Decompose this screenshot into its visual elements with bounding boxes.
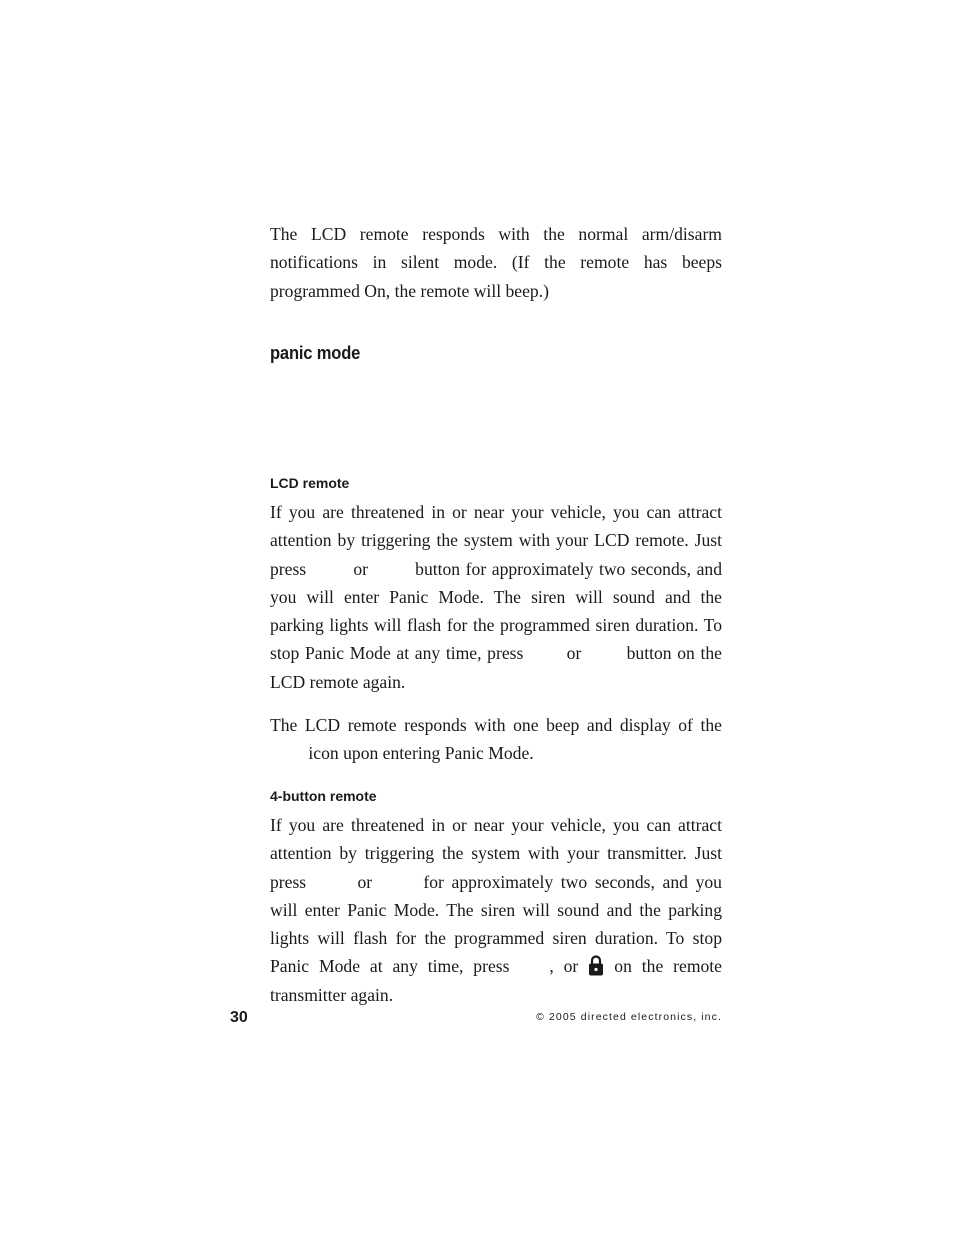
section-title: panic mode [270, 343, 361, 363]
lcd-remote-paragraph-1 [270, 498, 722, 696]
fb-p1-text-a: If you are threatened in or near your vehicle, you can attract attention by triggering the system with your transmitter. Just press [270, 815, 722, 892]
copyright-notice: © 2005 directed electronics, inc. [536, 1011, 722, 1023]
lcd-p2-text-b: icon upon entering Panic Mode. [308, 743, 534, 764]
lcd-p1-text-a: If you are threatened in or near your vehicle, you can attract attention by triggering the system with your LCD remote. Just press [270, 502, 722, 579]
lcd-p2-text-a: The LCD remote responds with one beep and display of the [270, 715, 722, 735]
four-button-remote-paragraph [270, 811, 722, 1009]
lcd-p1-text-b: button for approximately two seconds, and you will enter Panic Mode. The siren will sound and the parking lights will flash for the programmed siren duration. To stop Panic Mode at any time, press [270, 558, 722, 664]
intro-paragraph: The LCD remote responds with the normal arm/disarm notifications in silent mode. (If the remote has beeps programmed On, the remote will beep.) [270, 224, 722, 301]
lcd-p1-or-2: or [566, 643, 582, 664]
lcd-p1-text-c: button on the LCD remote again. [270, 643, 722, 692]
lcd-remote-paragraph-2 [270, 711, 722, 768]
four-button-remote-heading: 4-button remote [270, 788, 377, 804]
fb-p1-or-2: , or [549, 956, 579, 977]
fb-p1-text-b: for approximately two seconds, and you will enter Panic Mode. The siren will sound and the parking lights will flash for the programmed siren duration. To stop Panic Mode at any time, press [270, 871, 722, 977]
page-number: 30 [230, 1009, 248, 1026]
lcd-p1-or-1: or [353, 558, 368, 579]
lcd-remote-heading: LCD remote [270, 475, 350, 491]
fb-p1-or-1: or [357, 871, 373, 892]
fb-p1-text-c: on the remote transmitter again. [270, 956, 722, 1005]
lock-icon [588, 954, 604, 976]
